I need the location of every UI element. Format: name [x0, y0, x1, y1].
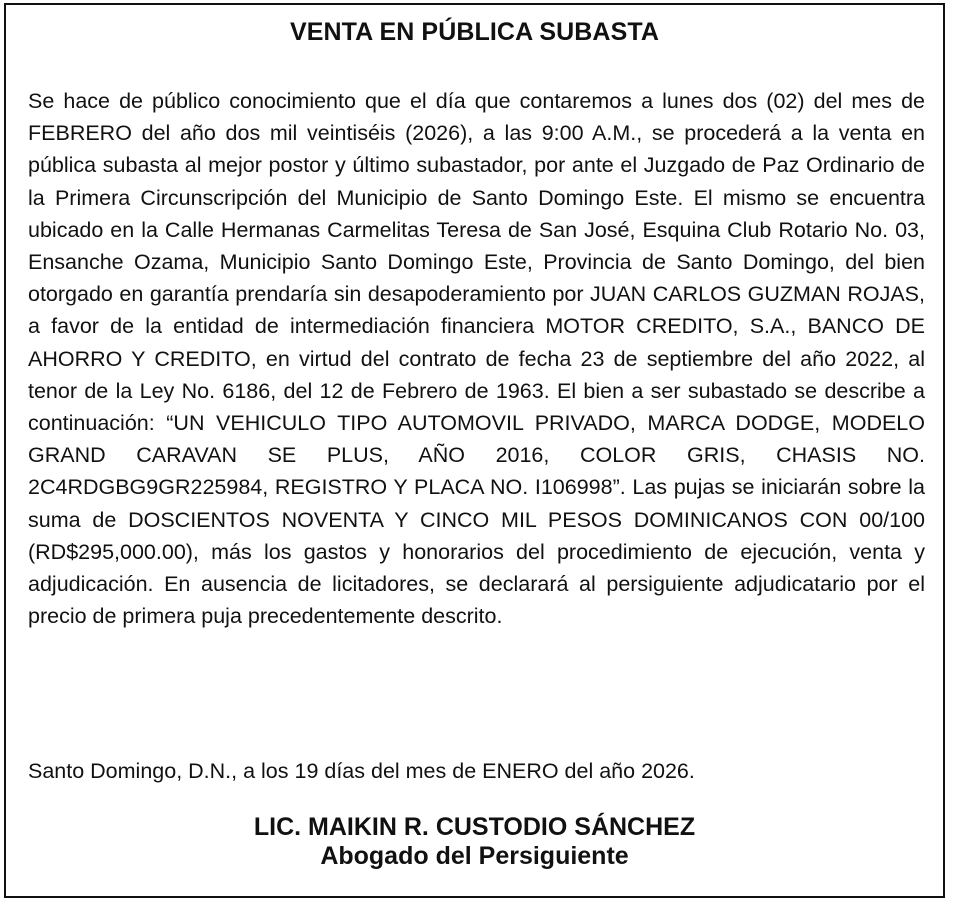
- signature-name: LIC. MAIKIN R. CUSTODIO SÁNCHEZ: [253, 813, 696, 841]
- signature-block: [6, 813, 943, 871]
- notice-dateline: Santo Domingo, D.N., a los 19 días del mes de ENERO del año 2026.: [28, 759, 695, 783]
- notice-body-paragraph: Se hace de público conocimiento que el día que contaremos a lunes dos (02) del mes de FEBRERO del año dos mil veintiséis (2026), a las 9:00 A.M., se procederá a la venta en pública subasta al mejor postor y último subastador, por ante el Juzgado de Paz Ordinario de la Primera Circunscripción del Municipio de Santo Domingo Este. El mismo se encuentra ubicado en la Calle Hermanas Carmelitas Teresa de San José, Esquina Club Rotario No. 03, Ensanche Ozama, Municipio Santo Domingo Este, Provincia de Santo Domingo, del bien otorgado en garantía prendaría sin desapoderamiento por JUAN CARLOS GUZMAN ROJAS, a favor de la entidad de intermediación financiera MOTOR CREDITO, S.A., BANCO DE AHORRO Y CREDITO, en virtud del contrato de fecha 23 de septiembre del año 2022, al tenor de la Ley No. 6186, del 12 de Febrero de 1963. El bien a ser subastado se describe a continuación: “UN VEHICULO TIPO AUTOMOVIL PRIVADO, MARCA DODGE, MODELO GRAND CARAVAN SE PLUS, AÑO 2016, COLOR GRIS, CHASIS NO. 2C4RDGBG9GR225984, REGISTRO Y PLACA NO. I106998”. Las pujas se iniciarán sobre la suma de DOSCIENTOS NOVENTA Y CINCO MIL PESOS DOMINICANOS CON 00/100 (RD$295,000.00), más los gastos y honorarios del procedimiento de ejecución, venta y adjudicación. En ausencia de licitadores, se declarará al persiguiente adjudicatario por el precio de primera puja precedentemente descrito.: [28, 89, 925, 629]
- notice-title: VENTA EN PÚBLICA SUBASTA: [289, 18, 660, 46]
- auction-notice-box: [4, 3, 945, 898]
- signature-role: Abogado del Persiguiente: [320, 842, 629, 870]
